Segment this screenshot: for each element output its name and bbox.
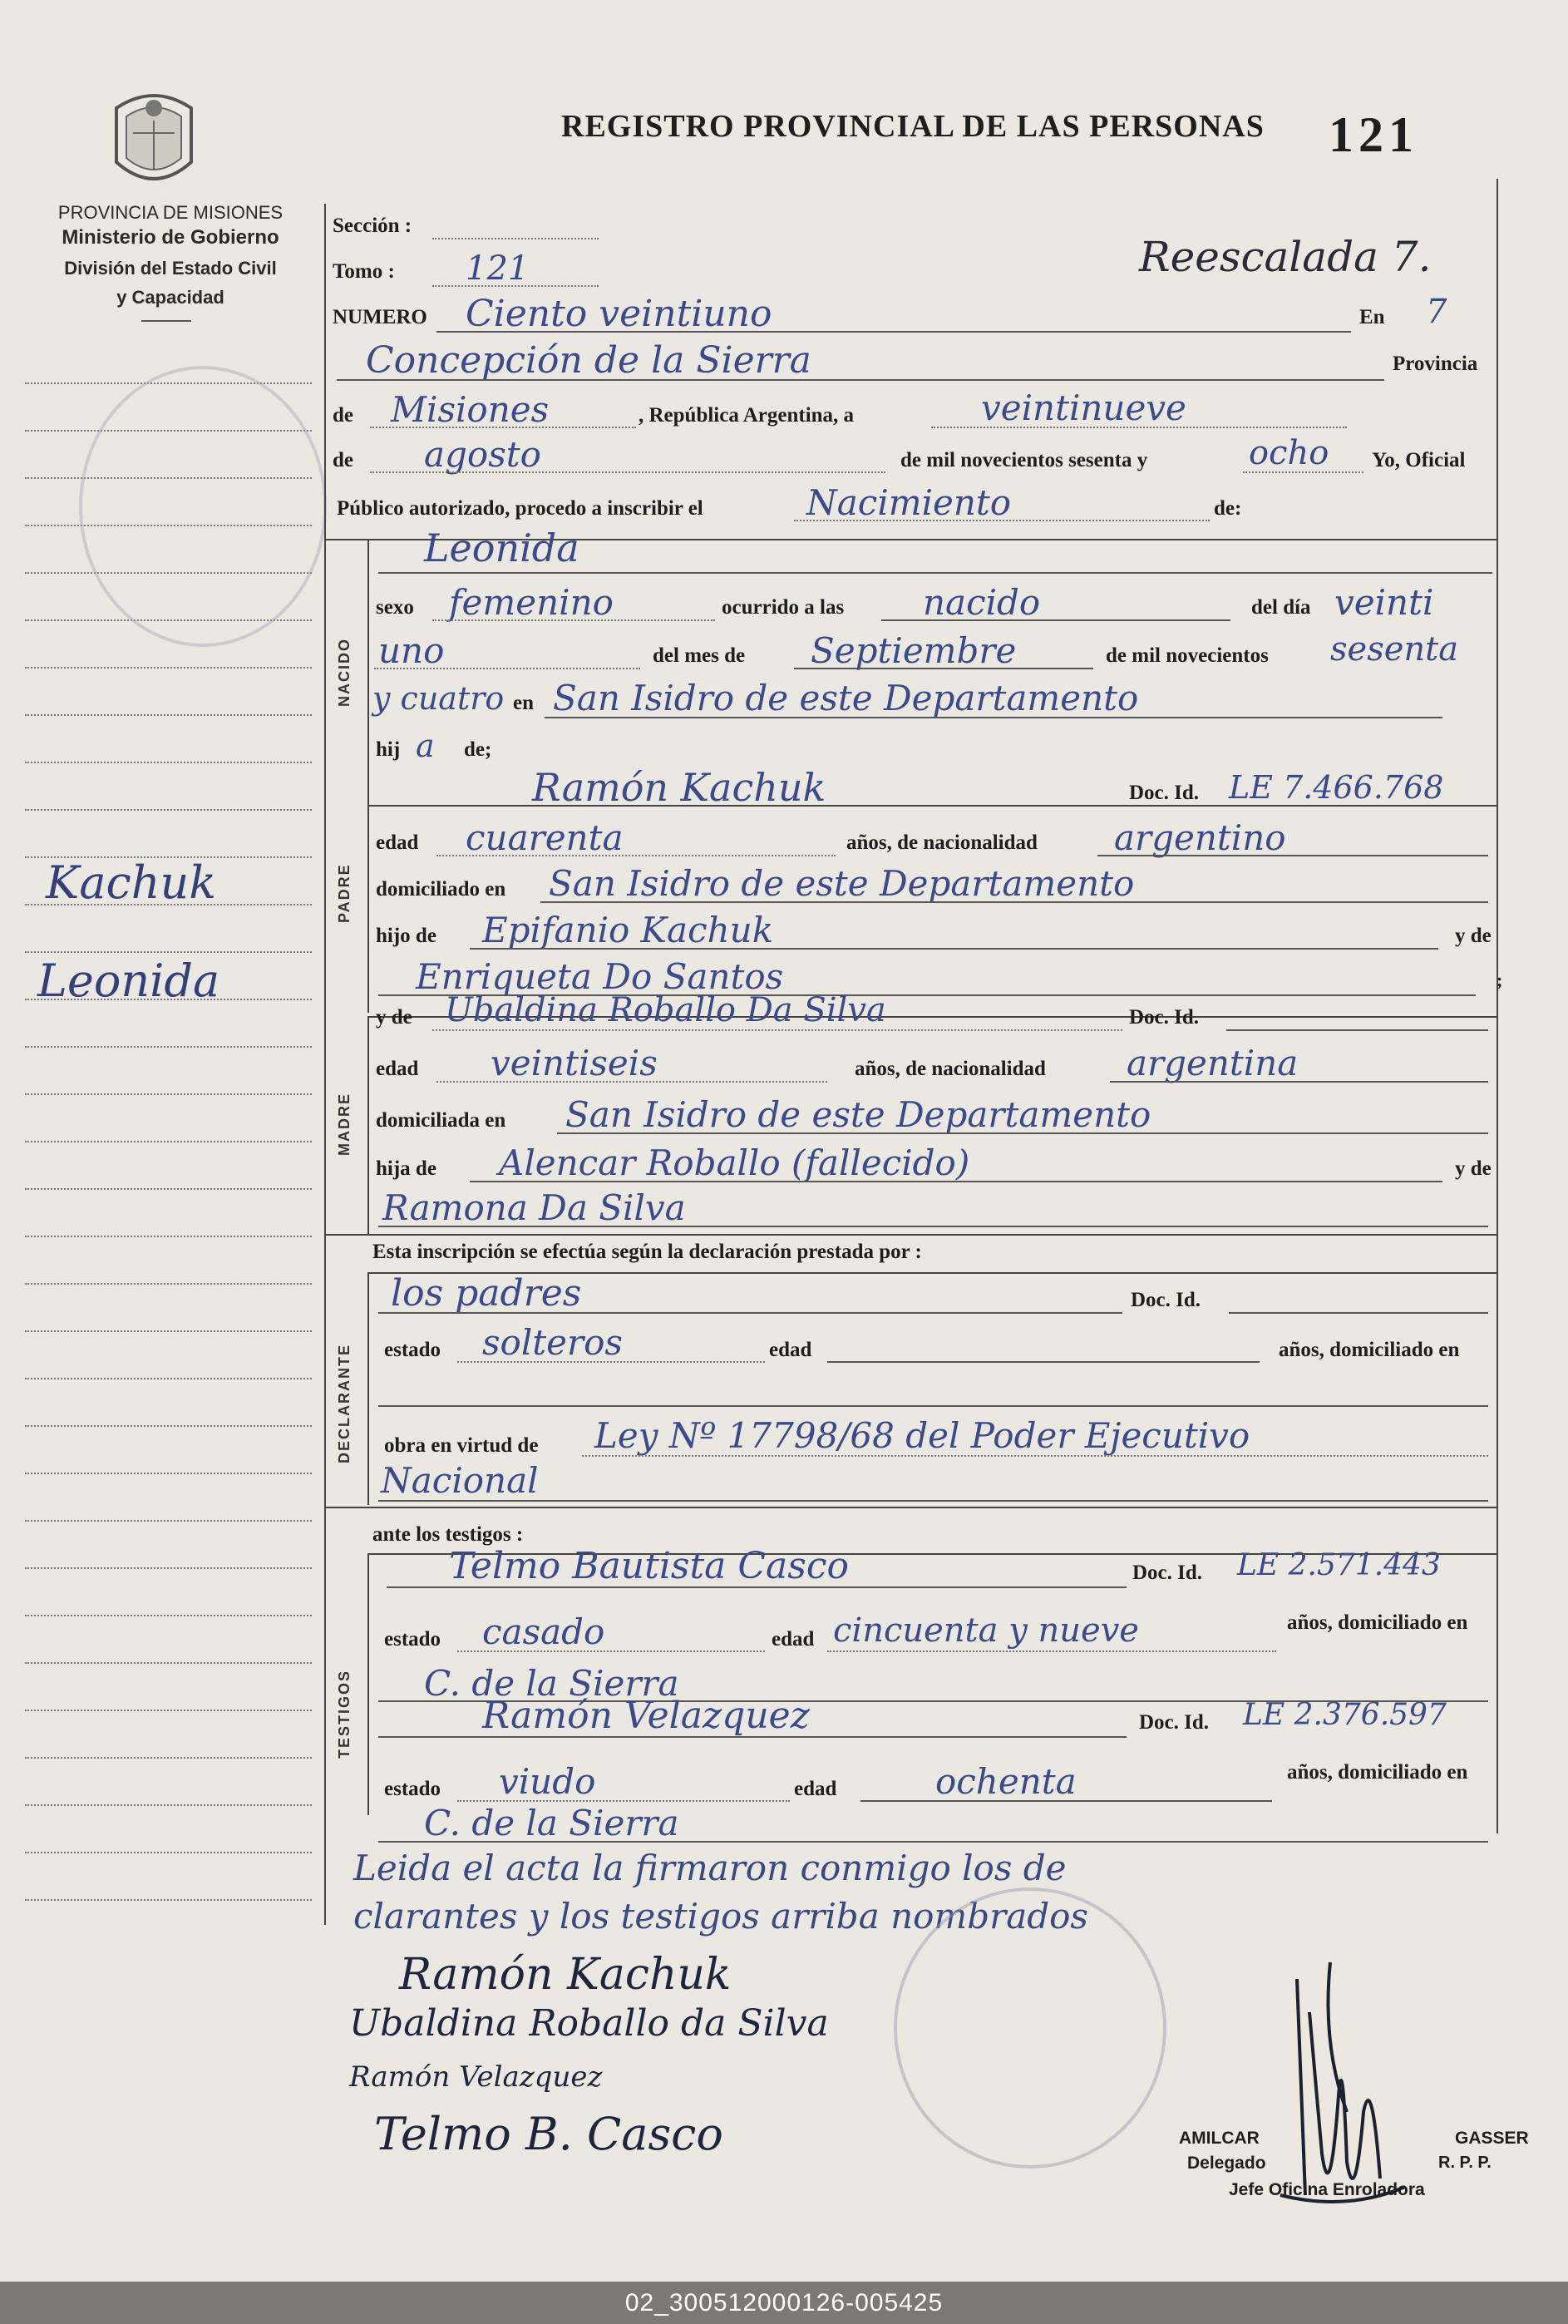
- declarant-doc-line: [1229, 1312, 1488, 1314]
- law-line: [582, 1455, 1488, 1457]
- tomo-line: [432, 285, 599, 287]
- mother-age-line: [436, 1081, 827, 1083]
- sex-line: [432, 619, 715, 621]
- birth-month-value: Septiembre: [811, 630, 1017, 671]
- witness2-estado-label: estado: [384, 1778, 441, 1800]
- sex-value: femenino: [449, 582, 614, 623]
- father-semicolon: ;: [1497, 970, 1503, 990]
- declarant-state-value: solteros: [482, 1322, 623, 1363]
- hij-label: hij: [376, 738, 401, 761]
- father-name-value: Ramón Kachuk: [532, 765, 826, 810]
- madre-side-label: MADRE: [336, 1093, 353, 1156]
- witness1-edad-label: edad: [772, 1628, 815, 1650]
- mother-age-value: veintiseis: [491, 1043, 658, 1083]
- law-b-line: [378, 1500, 1488, 1502]
- witness2-doc-label: Doc. Id.: [1139, 1711, 1210, 1734]
- seccion-label: Sección :: [333, 215, 412, 237]
- father-dom-label: domiciliado en: [376, 878, 506, 900]
- birth-place-value: San Isidro de este Departamento: [553, 678, 1139, 718]
- testigos-side-rule: [367, 1553, 369, 1815]
- reg-day-line: [931, 427, 1347, 428]
- mother-dom-value: San Isidro de este Departamento: [565, 1094, 1151, 1135]
- numero-line: [436, 331, 1351, 333]
- witness2-state-line: [457, 1800, 790, 1802]
- officer-role-b: R. P. P.: [1438, 2154, 1492, 2172]
- page-title: REGISTRO PROVINCIAL DE LAS PERSONAS: [561, 109, 1265, 144]
- numero-value: Ciento veintiuno: [466, 293, 772, 335]
- margin-rule-line: [25, 1046, 312, 1048]
- margin-rule-line: [25, 1615, 312, 1616]
- margin-rule-line: [25, 1662, 312, 1664]
- birth-month-line: [794, 668, 1093, 669]
- father-nat-line: [1097, 855, 1488, 856]
- mother-anos-label: años, de nacionalidad: [855, 1058, 1046, 1080]
- nacido-side-rule: [367, 539, 369, 805]
- father-dom-line: [540, 901, 1488, 903]
- birth-day-line: [374, 668, 640, 669]
- father-mother-value: Enriqueta Do Santos: [416, 956, 784, 997]
- declarant-line: [378, 1312, 1122, 1314]
- witness1-age-value: cincuenta y nueve: [833, 1611, 1139, 1650]
- witness2-name-line: [378, 1736, 1127, 1738]
- witness1-doc-value: LE 2.571.443: [1237, 1548, 1441, 1582]
- reg-year-value: ocho: [1249, 434, 1329, 472]
- mother-father-value: Alencar Roballo (fallecido): [499, 1142, 970, 1183]
- margin-rule-line: [25, 1852, 312, 1853]
- officer-role-a: Delegado: [1187, 2154, 1266, 2173]
- child-name-line: [378, 572, 1492, 574]
- testigos-side-label: TESTIGOS: [336, 1669, 353, 1759]
- form-right-border: [1497, 179, 1498, 1833]
- hij-suffix-value: a: [416, 728, 435, 764]
- declarante-top-rule: [324, 1234, 1497, 1236]
- esta-inscripcion-label: Esta inscripción se efectúa según la declaración prestada por :: [372, 1241, 922, 1263]
- de-colon-label: de:: [1214, 497, 1242, 520]
- de-semicolon-label: de;: [464, 738, 492, 761]
- closing-line-1: Leida el acta la firmaron conmigo los de: [353, 1848, 1067, 1888]
- witness2-dom-value: C. de la Sierra: [424, 1803, 679, 1843]
- witness2-dom-line: [378, 1841, 1488, 1843]
- father-edad-label: edad: [376, 831, 419, 854]
- org-line-2: Ministerio de Gobierno: [62, 226, 279, 249]
- sexo-label: sexo: [376, 596, 414, 619]
- margin-rule-line: [25, 951, 312, 953]
- signature-telmo-casco: Telmo B. Casco: [374, 2108, 723, 2160]
- time-value: nacido: [923, 582, 1041, 623]
- birth-place-line: [545, 717, 1442, 718]
- margin-rule-line: [25, 1520, 312, 1522]
- declarant-age-line: [827, 1361, 1260, 1363]
- officer-signature-mark: [1247, 1946, 1413, 2220]
- ante-testigos-label: ante los testigos :: [372, 1523, 524, 1546]
- witness2-age-value: ochenta: [935, 1761, 1077, 1802]
- declarant-anos-label: años, domiciliado en: [1279, 1339, 1460, 1361]
- republica-label: , República Argentina, a: [639, 404, 855, 427]
- yo-oficial-label: Yo, Oficial: [1372, 449, 1466, 471]
- madre-side-rule: [367, 1016, 369, 1234]
- de-label: de: [333, 404, 353, 427]
- province-line: [370, 427, 636, 428]
- witness2-state-value: viudo: [499, 1761, 596, 1802]
- act-line: [794, 520, 1210, 521]
- reg-year-line: [1243, 471, 1363, 473]
- margin-rule-line: [25, 1899, 312, 1901]
- margin-rule-line: [25, 1330, 312, 1332]
- witness1-dom-value: C. de la Sierra: [424, 1663, 679, 1704]
- obra-label: obra en virtud de: [384, 1434, 539, 1457]
- org-line-1: PROVINCIA DE MISIONES: [57, 202, 284, 223]
- del-dia-label: del día: [1251, 596, 1311, 619]
- mother-dom-label: domiciliada en: [376, 1109, 506, 1132]
- mil-nov-label: de mil novecientos: [1106, 644, 1269, 667]
- province-value: Misiones: [391, 389, 550, 430]
- father-hijo-label: hijo de: [376, 925, 436, 947]
- mother-name-value: Ubaldina Roballo Da Silva: [445, 991, 886, 1029]
- witness1-anos-label: años, domiciliado en: [1287, 1611, 1468, 1634]
- margin-note-surname: Kachuk: [46, 856, 217, 909]
- birth-year-b-value: y cuatro: [372, 680, 505, 717]
- margin-rule-line: [25, 1141, 312, 1142]
- registry-seal-stamp: [894, 1887, 1166, 2169]
- declarant-edad-label: edad: [769, 1339, 812, 1361]
- margin-rule-line: [25, 1804, 312, 1806]
- witness1-doc-label: Doc. Id.: [1132, 1562, 1203, 1584]
- act-value: Nacimiento: [806, 482, 1012, 523]
- numero-label: NUMERO: [333, 306, 427, 328]
- del-mes-label: del mes de: [653, 644, 746, 667]
- father-dom-value: San Isidro de este Departamento: [549, 863, 1135, 904]
- birth-day-a-value: veinti: [1334, 582, 1434, 623]
- margin-rule-line: [25, 809, 312, 811]
- nacido-side-label: NACIDO: [336, 638, 353, 707]
- testigos-top-rule: [324, 1507, 1497, 1508]
- ocurrido-label: ocurrido a las: [722, 596, 845, 619]
- father-yde-label: y de: [1455, 925, 1492, 947]
- margin-rule-line: [25, 1757, 312, 1759]
- mother-hija-label: hija de: [376, 1157, 436, 1180]
- father-nat-value: argentino: [1114, 817, 1286, 858]
- faded-registry-stamp: [79, 366, 327, 647]
- margin-note-given: Leonida: [37, 955, 220, 1007]
- signature-ubaldina-roballo: Ubaldina Roballo da Silva: [349, 2002, 829, 2045]
- margin-rule-line: [25, 1188, 312, 1190]
- declarant-value: los padres: [391, 1272, 582, 1315]
- witness2-doc-value: LE 2.376.597: [1243, 1698, 1447, 1732]
- mother-doc-line: [1226, 1029, 1488, 1031]
- padre-side-label: PADRE: [336, 863, 353, 923]
- father-doc-value: LE 7.466.768: [1229, 769, 1444, 806]
- closing-line-2: clarantes y los testigos arriba nombrados: [353, 1896, 1088, 1937]
- mother-father-line: [470, 1181, 1442, 1182]
- margin-rule-line: [25, 1283, 312, 1285]
- father-anos-label: años, de nacionalidad: [846, 831, 1038, 854]
- declarante-side-label: DECLARANTE: [336, 1344, 353, 1463]
- page-number: 121: [1329, 107, 1418, 162]
- witness1-name-line: [387, 1586, 1127, 1588]
- mother-nat-line: [1110, 1081, 1488, 1083]
- declarant-doc-label: Doc. Id.: [1131, 1289, 1201, 1311]
- margin-rule-line: [25, 1710, 312, 1711]
- father-doc-label: Doc. Id.: [1129, 782, 1200, 804]
- form-left-border: [324, 204, 326, 1925]
- provincia-label: Provincia: [1393, 353, 1478, 375]
- margin-rule-line: [25, 1425, 312, 1427]
- place-value: Concepción de la Sierra: [366, 339, 811, 382]
- witness2-name-value: Ramón Velazquez: [482, 1695, 810, 1737]
- margin-rule-line: [25, 1236, 312, 1237]
- declarante-side-rule: [367, 1272, 369, 1505]
- margin-rule-line: [25, 1473, 312, 1474]
- signature-ramon-velazquez: Ramón Velazquez: [349, 2060, 603, 2094]
- seccion-line: [432, 238, 599, 239]
- margin-rule-line: [25, 762, 312, 763]
- publico-label: Público autorizado, procedo a inscribir el: [337, 497, 703, 520]
- father-age-line: [436, 855, 836, 856]
- birth-day-b-value: uno: [378, 630, 445, 671]
- witness2-anos-label: años, domiciliado en: [1287, 1761, 1468, 1784]
- law-a-value: Ley Nº 17798/68 del Poder Ejecutivo: [594, 1415, 1250, 1456]
- birth-year-a-value: sesenta: [1330, 630, 1459, 669]
- declarant-estado-label: estado: [384, 1339, 441, 1361]
- reg-day-value: veintinueve: [981, 387, 1186, 428]
- margin-rule-line: [25, 1093, 312, 1095]
- mother-edad-label: edad: [376, 1058, 419, 1080]
- tomo-value: 121: [466, 249, 530, 288]
- margin-rule-line: [25, 714, 312, 716]
- image-caption: 02_300512000126-005425: [0, 2282, 1568, 2324]
- tomo-note-rescaled: Reescalada 7.: [1139, 233, 1432, 281]
- mother-doc-label: Doc. Id.: [1129, 1006, 1200, 1029]
- padre-side-rule: [367, 805, 369, 1013]
- org-line-3: División del Estado Civil: [64, 258, 277, 279]
- mother-yde-label: y de: [376, 1006, 412, 1029]
- mother-nat-value: argentina: [1127, 1043, 1299, 1083]
- father-father-value: Epifanio Kachuk: [482, 910, 774, 950]
- time-line: [881, 619, 1230, 621]
- margin-rule-line: [25, 667, 312, 669]
- margin-rule-line: [25, 1378, 312, 1379]
- witness1-estado-label: estado: [384, 1628, 441, 1650]
- witness2-age-line: [860, 1800, 1272, 1802]
- father-age-value: cuarenta: [466, 817, 624, 858]
- reg-month-value: agosto: [424, 434, 541, 475]
- en-label-2: en: [513, 692, 534, 714]
- father-father-line: [470, 948, 1438, 950]
- reg-month-line: [370, 471, 885, 473]
- witness1-name-value: Telmo Bautista Casco: [449, 1545, 849, 1587]
- tomo-label: Tomo :: [333, 260, 395, 283]
- place-line: [337, 379, 1384, 381]
- officer-office: Jefe Oficina Enroladora: [1229, 2180, 1425, 2199]
- child-name-value: Leonida: [424, 525, 579, 570]
- mil-sesenta-label: de mil novecientos sesenta y: [900, 449, 1148, 471]
- mother-mother-line: [378, 1226, 1488, 1227]
- mother-yde-label: y de: [1455, 1157, 1492, 1180]
- org-line-4: y Capacidad: [116, 287, 224, 308]
- witness1-age-line: [827, 1650, 1276, 1652]
- declarant-state-line: [457, 1361, 765, 1363]
- officer-name-b: GASSER: [1455, 2129, 1529, 2148]
- signature-ramon-kachuk: Ramón Kachuk: [399, 1950, 732, 2000]
- mother-mother-value: Ramona Da Silva: [382, 1187, 686, 1228]
- en-value: 7: [1426, 293, 1447, 331]
- declarant-dom-line: [378, 1405, 1488, 1407]
- law-b-value: Nacional: [381, 1460, 539, 1501]
- witness2-edad-label: edad: [794, 1778, 837, 1800]
- margin-rule-line: [25, 1567, 312, 1569]
- mother-name-line: [432, 1029, 1122, 1031]
- witness1-state-line: [457, 1650, 765, 1652]
- en-label: En: [1359, 306, 1385, 328]
- witness1-state-value: casado: [482, 1611, 605, 1652]
- de-label-2: de: [333, 449, 353, 471]
- officer-name-a: AMILCAR: [1179, 2129, 1260, 2148]
- org-divider: [141, 320, 191, 322]
- mother-dom-line: [557, 1132, 1488, 1134]
- coat-of-arms-icon: [100, 83, 208, 200]
